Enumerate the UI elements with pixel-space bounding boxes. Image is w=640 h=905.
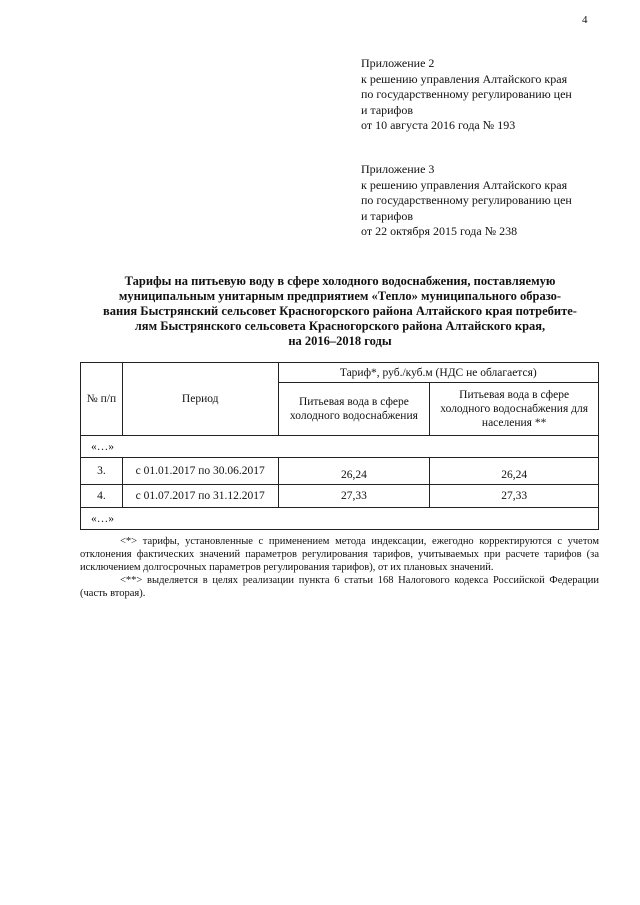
appendix-line: по государственному регулированию цен (361, 87, 572, 101)
appendix-line: по государственному регулированию цен (361, 193, 572, 207)
appendix-line: и тарифов (361, 102, 414, 117)
title-line: Тарифы на питьевую воду в сфере холодного водоснабжения, поставляемую (124, 274, 556, 288)
table-row (81, 458, 599, 485)
document-title (88, 274, 592, 349)
appendix-line: Приложение 2 (361, 56, 435, 70)
appendix-line: от 10 августа 2016 года № 193 (361, 118, 516, 132)
title-line: муниципальным унитарным предприятием «Тепло» муниципального образо- (118, 289, 562, 303)
ellipsis-cell: «…» (81, 508, 599, 530)
page-number: 4 (582, 14, 588, 26)
appendix-line: от 22 октября 2015 года № 238 (361, 224, 518, 238)
table-row (81, 508, 599, 530)
header-tariff: Тариф*, руб./куб.м (НДС не облагается) (278, 363, 598, 383)
cell-water-population: 26,24 (430, 458, 599, 485)
appendix-line: к решению управления Алтайского края (361, 177, 568, 192)
appendix-2-header (361, 56, 572, 134)
cell-period: с 01.07.2017 по 31.12.2017 (122, 485, 278, 508)
ellipsis-cell: «…» (81, 436, 599, 458)
footnote-2: <**> выделяется в целях реализации пункта 6 статьи 168 Налогового кодекса Российской Федерации (часть вторая). (80, 575, 599, 599)
header-num: № п/п (81, 363, 123, 436)
tariff-table (80, 362, 599, 530)
table-row (81, 436, 599, 458)
cell-water: 26,24 (278, 458, 430, 485)
table-header-row (81, 363, 599, 383)
appendix-line: Приложение 3 (361, 162, 435, 176)
footnotes (80, 535, 599, 600)
cell-water: 27,33 (278, 485, 430, 508)
cell-num: 4. (81, 485, 123, 508)
cell-num: 3. (81, 458, 123, 485)
title-line: лям Быстрянского сельсовета Красногорского района Алтайского края, (134, 319, 546, 333)
appendix-line: и тарифов (361, 208, 414, 223)
cell-period: с 01.01.2017 по 30.06.2017 (122, 458, 278, 485)
title-line: на 2016–2018 годы (288, 334, 392, 348)
title-line: вания Быстрянский сельсовет Красногорского района Алтайского края потребите- (103, 304, 577, 318)
header-period: Период (122, 363, 278, 436)
header-water: Питьевая вода в сфере холодного водоснабжения (278, 383, 430, 436)
cell-water-population: 27,33 (430, 485, 599, 508)
appendix-line: к решению управления Алтайского края (361, 71, 568, 86)
footnote-1: <*> тарифы, установленные с применением метода индексации, ежегодно корректируются с учетом отклонения фактических значений параметров регулирования тарифов, учитываемых при расчете тарифов (за исключением долгосрочных параметров регулирования тарифов), от их плановых значений. (80, 536, 599, 573)
header-water-population: Питьевая вода в сфере холодного водоснабжения для населения ** (430, 383, 599, 436)
table-row (81, 485, 599, 508)
appendix-3-header (361, 162, 572, 240)
